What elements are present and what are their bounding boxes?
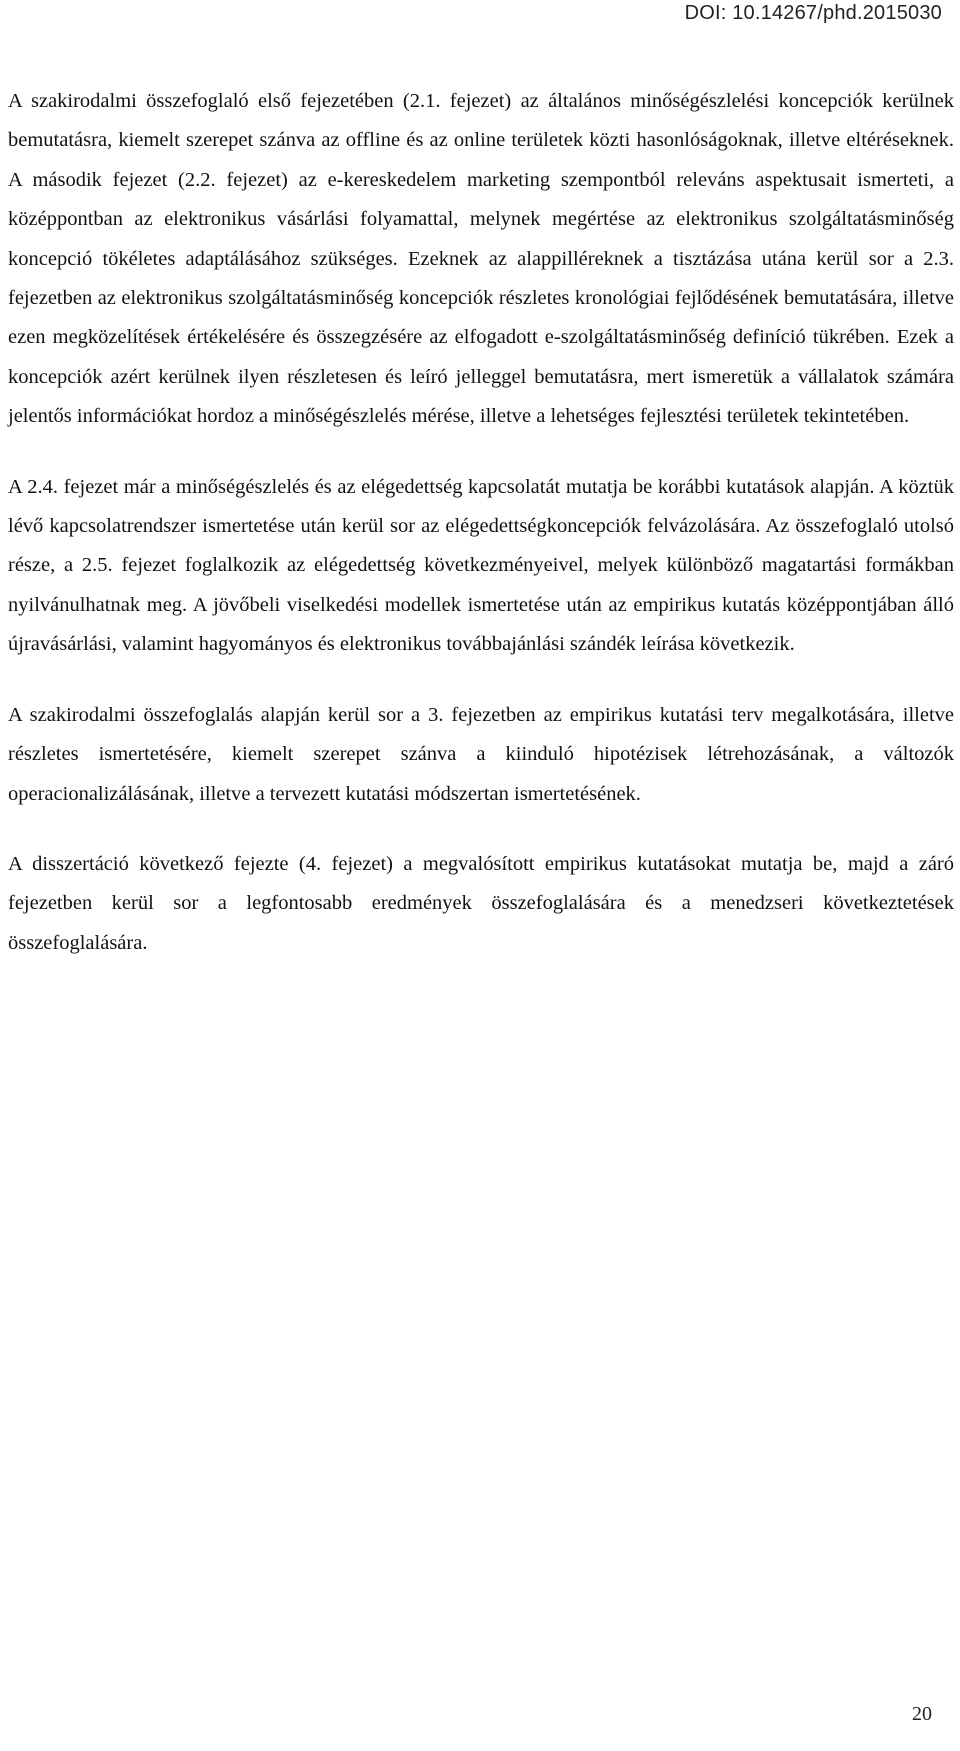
paragraph-4: A disszertáció következő fejezte (4. fejezet) a megvalósított empirikus kutatásokat mutatja be, majd a záró fejezetben kerül sor a legfontosabb eredmények összefoglalására és a menedzseri következtetések összefoglalására. [8, 852, 954, 954]
document-body [8, 82, 954, 963]
paragraph-3: A szakirodalmi összefoglalás alapján kerül sor a 3. fejezetben az empirikus kutatási terv megalkotására, illetve részletes ismertetésére, kiemelt szerepet szánva a kiinduló hipotézisek létrehozásának, a változók operacionalizálásának, illetve a tervezett kutatási módszertan ismertetésének. [8, 703, 954, 805]
paragraph-1: A szakirodalmi összefoglaló első fejezetében (2.1. fejezet) az általános minőségészlelési koncepciók kerülnek bemutatásra, kiemelt szerepet szánva az offline és az online területek közti hasonlóságoknak, illetve eltéréseknek. A második fejezet (2.2. fejezet) az e-kereskedelem marketing szempontból releváns aspektusait ismerteti, a középpontban az elektronikus vásárlási folyamattal, melynek megértése az elektronikus szolgáltatásminőség koncepció tökéletes adaptálásához szükséges. Ezeknek az alappilléreknek a tisztázása utána kerül sor a 2.3. fejezetben az elektronikus szolgáltatásminőség koncepciók részletes kronológiai fejlődésének bemutatására, illetve ezen megközelítések értékelésére és összegzésére az elfogadott e-szolgáltatásminőség definíció tükrében. Ezek a koncepciók azért kerülnek ilyen részletesen és leíró jelleggel bemutatásra, mert ismeretük a vállalatok számára jelentős információkat hordoz a minőségészlelés mérése, illetve a lehetséges fejlesztési területek tekintetében. [8, 90, 954, 428]
paragraph-2: A 2.4. fejezet már a minőségészlelés és az elégedettség kapcsolatát mutatja be korábbi kutatások alapján. A köztük lévő kapcsolatrendszer ismertetése után kerül sor az elégedettségkoncepciók felvázolására. Az összefoglaló utolsó része, a 2.5. fejezet foglalkozik az elégedettség következményeivel, melyek különböző magatartási formákban nyilvánulhatnak meg. A jövőbeli viselkedési modellek ismertetése után az empirikus kutatás középpontjában álló újravásárlási, valamint hagyományos és elektronikus továbbajánlási szándék leírása következik. [8, 475, 954, 656]
doi-header: DOI: 10.14267/phd.2015030 [684, 2, 942, 24]
page-number: 20 [912, 1703, 932, 1725]
